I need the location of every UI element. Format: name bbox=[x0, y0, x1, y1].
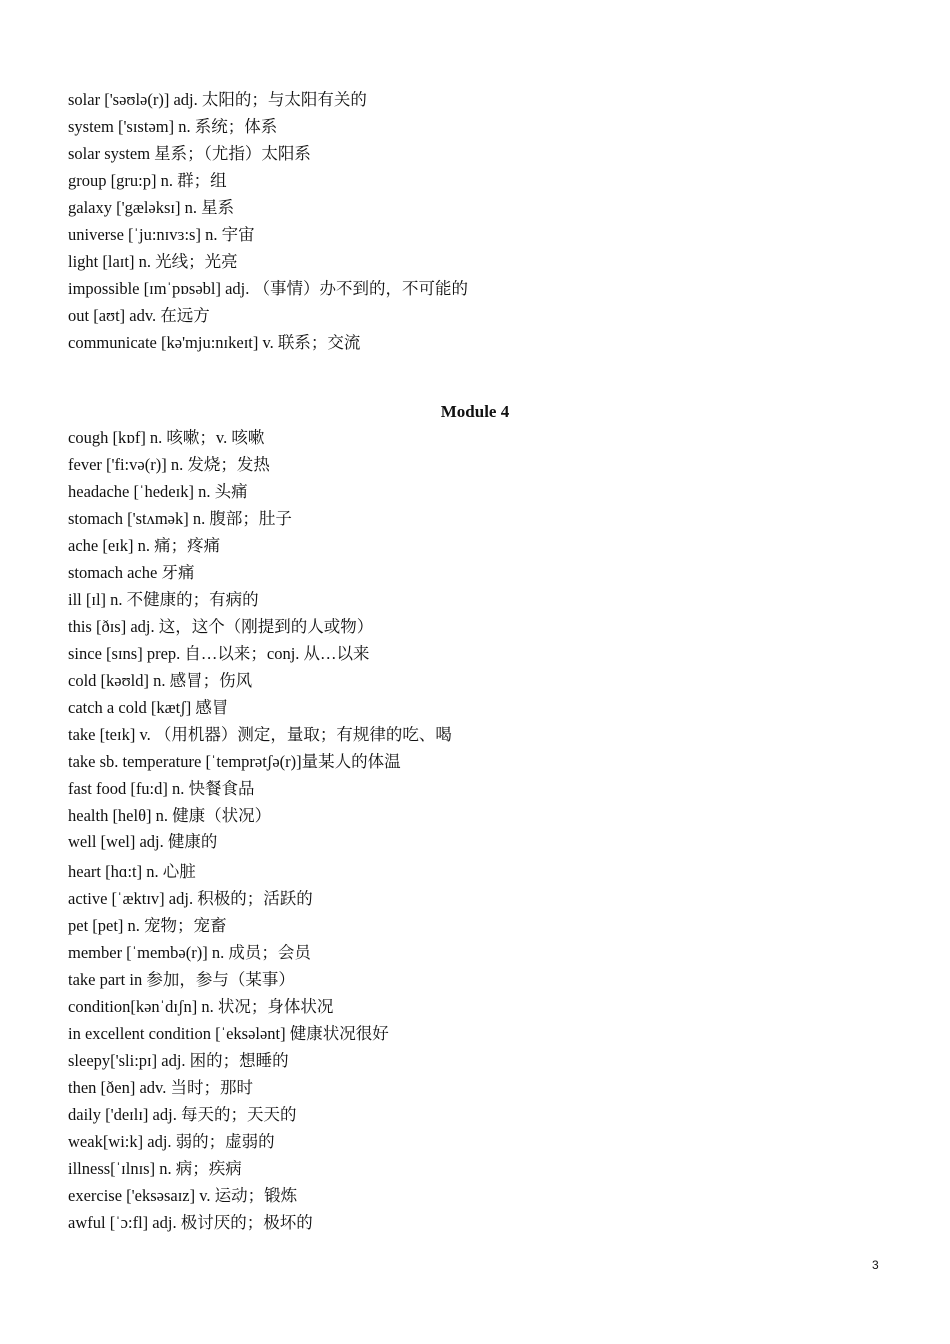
vocab-entry: active [ˈæktɪv] adj. 积极的；活跃的 bbox=[68, 889, 313, 908]
vocab-entry: stomach ache 牙痛 bbox=[68, 563, 195, 582]
vocab-entry: illness[ˈɪlnɪs] n. 病；疾病 bbox=[68, 1159, 242, 1178]
vocab-entry: health [helθ] n. 健康（状况） bbox=[68, 806, 272, 825]
vocab-entry: weak[wi:k] adj. 弱的；虚弱的 bbox=[68, 1132, 275, 1151]
vocab-entry: group [gru:p] n. 群；组 bbox=[68, 171, 227, 190]
vocab-entry: pet [pet] n. 宠物；宠畜 bbox=[68, 916, 227, 935]
vocab-entry: in excellent condition [ˈeksǝlǝnt] 健康状况很好 bbox=[68, 1024, 389, 1043]
vocab-entry: universe [ˈju:nɪvɜ:s] n. 宇宙 bbox=[68, 225, 255, 244]
vocab-entry: solar system 星系；（尤指）太阳系 bbox=[68, 144, 311, 163]
module-title: Module 4 bbox=[440, 402, 510, 421]
vocab-entry: fast food [fu:d] n. 快餐食品 bbox=[68, 779, 255, 798]
vocab-entry: daily ['deɪlɪ] adj. 每天的；天天的 bbox=[68, 1105, 297, 1124]
vocab-entry: since [sɪns] prep. 自…以来；conj. 从…以来 bbox=[68, 644, 370, 663]
vocab-entry: light [laɪt] n. 光线；光亮 bbox=[68, 252, 238, 271]
vocab-entry: ill [ɪl] n. 不健康的；有病的 bbox=[68, 590, 259, 609]
vocab-entry: stomach ['stʌmǝk] n. 腹部；肚子 bbox=[68, 509, 292, 528]
vocab-entry: solar ['sǝʊlǝ(r)] adj. 太阳的；与太阳有关的 bbox=[68, 90, 367, 109]
vocab-entry: take [teɪk] v. （用机器）测定，量取；有规律的吃、喝 bbox=[68, 725, 452, 744]
vocab-entry: exercise ['eksǝsaɪz] v. 运动；锻炼 bbox=[68, 1186, 298, 1205]
vocab-entry: heart [hɑ:t] n. 心脏 bbox=[68, 862, 196, 881]
vocab-entry: well [wel] adj. 健康的 bbox=[68, 832, 218, 851]
page-number: 3 bbox=[872, 1258, 879, 1272]
vocab-entry: condition[kǝnˈdɪʃn] n. 状况；身体状况 bbox=[68, 997, 334, 1016]
vocab-entry: fever ['fi:vǝ(r)] n. 发烧；发热 bbox=[68, 455, 270, 474]
vocab-entry: cough [kɒf] n. 咳嗽；v. 咳嗽 bbox=[68, 428, 265, 447]
vocab-entry: system ['sɪstǝm] n. 系统；体系 bbox=[68, 117, 278, 136]
vocab-entry: take part in 参加，参与（某事） bbox=[68, 970, 295, 989]
vocab-entry: headache [ˈhedeɪk] n. 头痛 bbox=[68, 482, 248, 501]
vocab-entry: then [ðen] adv. 当时；那时 bbox=[68, 1078, 253, 1097]
vocab-entry: catch a cold [kætʃ] 感冒 bbox=[68, 698, 229, 717]
vocab-entry: impossible [ɪmˈpɒsǝbl] adj. （事情）办不到的，不可能的 bbox=[68, 279, 469, 298]
vocab-entry: out [aʊt] adv. 在远方 bbox=[68, 306, 210, 325]
vocab-entry: cold [kǝʊld] n. 感冒；伤风 bbox=[68, 671, 253, 690]
vocab-entry: communicate [kǝ'mju:nɪkeɪt] v. 联系；交流 bbox=[68, 333, 361, 352]
vocab-entry: this [ðɪs] adj. 这，这个（刚提到的人或物） bbox=[68, 617, 374, 636]
vocab-entry: member [ˈmembǝ(r)] n. 成员；会员 bbox=[68, 943, 311, 962]
vocab-entry: take sb. temperature [ˈtemprǝtʃǝ(r)]量某人的体温 bbox=[68, 752, 401, 771]
vocab-entry: ache [eɪk] n. 痛；疼痛 bbox=[68, 536, 221, 555]
vocab-entry: sleepy['sli:pɪ] adj. 困的；想睡的 bbox=[68, 1051, 289, 1070]
vocab-entry: awful [ˈɔ:fl] adj. 极讨厌的；极坏的 bbox=[68, 1213, 313, 1232]
vocab-entry: galaxy ['gælǝksɪ] n. 星系 bbox=[68, 198, 235, 217]
